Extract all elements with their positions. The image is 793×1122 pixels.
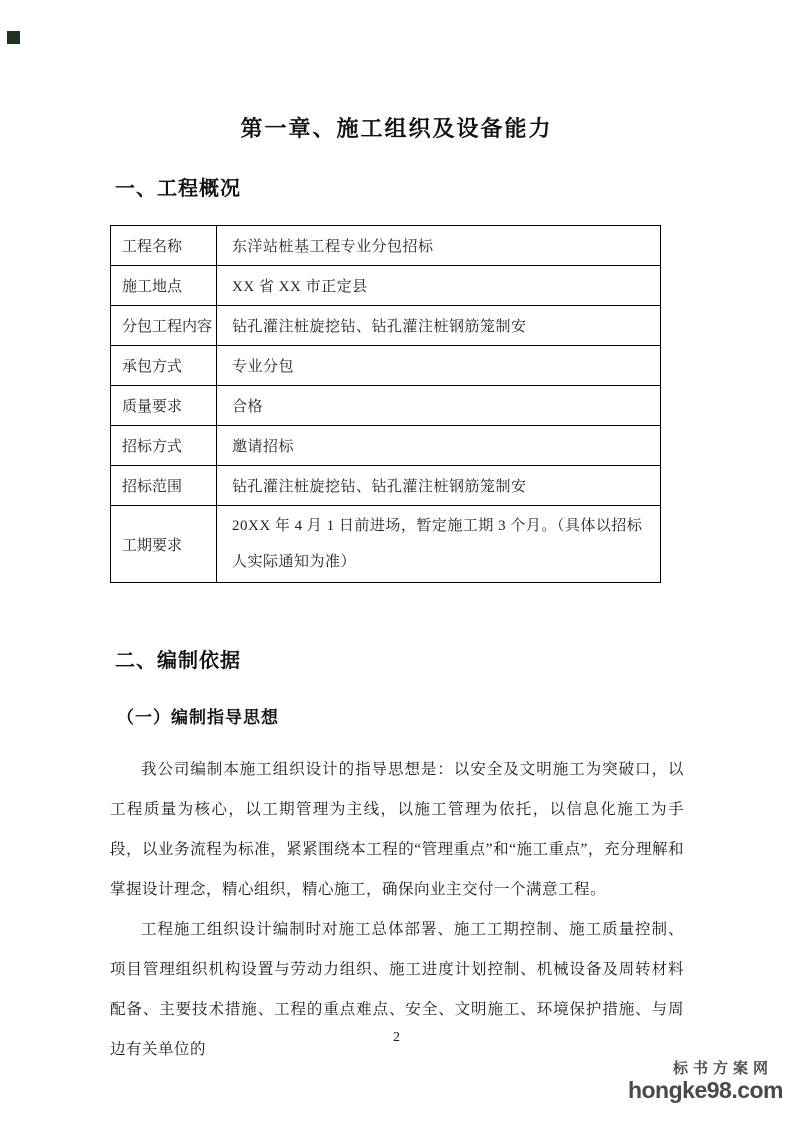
- table-row: [111, 306, 661, 346]
- paragraph-guiding-ideology: 我公司编制本施工组织设计的指导思想是：以安全及文明施工为突破口，以工程质量为核心，以工期管理为主线，以施工管理为依托，以信息化施工为手段，以业务流程为标准，紧紧围绕本工程的“管理重点”和“施工重点”，充分理解和掌握设计理念，精心组织，精心施工，确保向业主交付一个满意工程。: [110, 761, 684, 898]
- table-label-cell: 质量要求: [111, 386, 217, 426]
- table-label-cell: 招标范围: [111, 466, 217, 506]
- table-row: [111, 346, 661, 386]
- table-value-cell: 钻孔灌注桩旋挖钻、钻孔灌注桩钢筋笼制安: [217, 466, 661, 506]
- corner-mark: [7, 31, 20, 44]
- table-value-cell: 东洋站桩基工程专业分包招标: [217, 226, 661, 266]
- paragraph-design-scope: 工程施工组织设计编制时对施工总体部署、施工工期控制、施工质量控制、项目管理组织机构设置与劳动力组织、施工进度计划控制、机械设备及周转材料配备、主要技术措施、工程的重点难点、安全、文明施工、环境保护措施、与周边有关单位的: [110, 921, 684, 1058]
- table-row: [111, 266, 661, 306]
- table-row: [111, 386, 661, 426]
- heading-project-overview: 一、工程概况: [115, 178, 241, 200]
- chapter-title: 第一章、施工组织及设备能力: [240, 116, 553, 141]
- table-row: [111, 226, 661, 266]
- table-label-cell: 分包工程内容: [111, 306, 217, 346]
- watermark-site-url: hongke98.com: [627, 1077, 783, 1104]
- project-overview-table: [110, 225, 661, 583]
- table-label-cell: 承包方式: [111, 346, 217, 386]
- table-value-cell: 邀请招标: [217, 426, 661, 466]
- table-label-cell: 工程名称: [111, 226, 217, 266]
- table-label-cell: 工期要求: [111, 506, 217, 583]
- table-value-cell: 专业分包: [217, 346, 661, 386]
- table-value-cell: XX 省 XX 市正定县: [217, 266, 661, 306]
- page-number: 2: [393, 1030, 400, 1045]
- watermark-site-name: 标书方案网: [672, 1060, 773, 1077]
- table-label-cell: 招标方式: [111, 426, 217, 466]
- table-value-cell: 钻孔灌注桩旋挖钻、钻孔灌注桩钢筋笼制安: [217, 306, 661, 346]
- table-label-cell: 施工地点: [111, 266, 217, 306]
- table-row: [111, 426, 661, 466]
- heading-compilation-basis: 二、编制依据: [115, 650, 241, 672]
- table-row: [111, 506, 661, 583]
- table-row: [111, 466, 661, 506]
- table-value-cell: 合格: [217, 386, 661, 426]
- body-text: [110, 750, 684, 1070]
- table-value-cell: 20XX 年 4 月 1 日前进场，暂定施工期 3 个月。（具体以招标人实际通知为准）: [217, 506, 661, 583]
- heading-guiding-ideology: （一）编制指导思想: [117, 708, 279, 727]
- watermark: [628, 1060, 783, 1104]
